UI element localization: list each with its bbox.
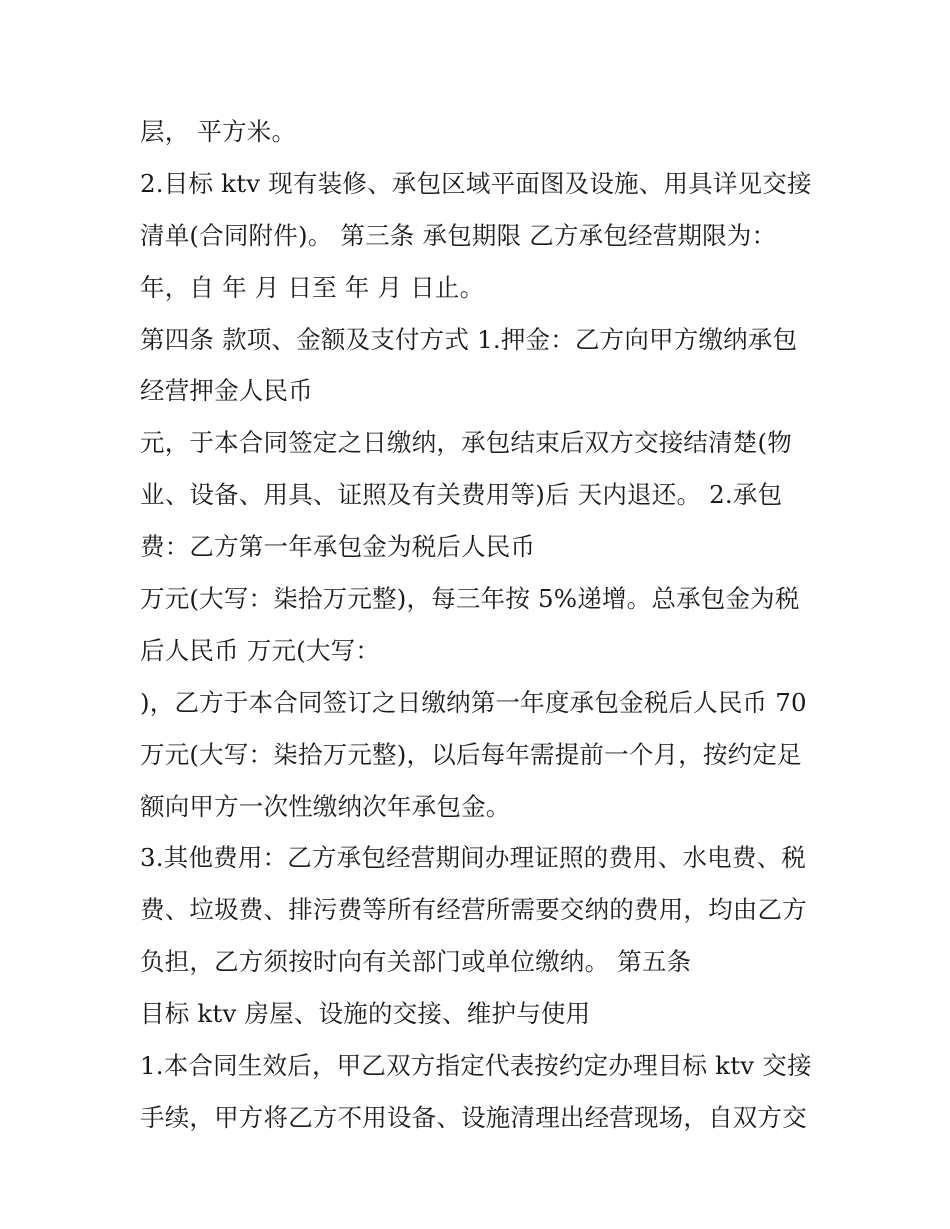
text-line: 元，于本合同签定之日缴纳，承包结束后双方交接结清楚(物 xyxy=(140,428,792,458)
text-line: 万元(大写：柒拾万元整)，以后每年需提前一个月，按约定足 xyxy=(140,739,802,769)
text-line: 层， 平方米。 xyxy=(140,117,297,146)
text-line: 费、垃圾费、排污费等所有经营所需要交纳的费用，均由乙方 xyxy=(140,895,807,925)
text-line: 第四条 款项、金额及支付方式 1.押金：乙方向甲方缴纳承包 xyxy=(140,324,798,354)
text-line: 负担，乙方须按时向有关部门或单位缴纳。 第五条 xyxy=(140,947,692,977)
text-line: 3.其他费用：乙方承包经营期间办理证照的费用、水电费、税 xyxy=(140,843,806,873)
text-line: 经营押金人民币 xyxy=(140,376,313,406)
text-line: 业、设备、用具、证照及有关费用等)后 天内退还。 2.承包 xyxy=(140,480,783,510)
text-line: 清单(合同附件)。 第三条 承包期限 乙方承包经营期限为： xyxy=(140,220,777,250)
text-line: 年，自 年 月 日至 年 月 日止。 xyxy=(140,272,485,302)
text-line: 万元(大写：柒拾万元整)，每三年按 5%递增。总承包金为税 xyxy=(140,584,800,614)
text-line: 后人民币 万元(大写： xyxy=(140,635,381,665)
text-line: )，乙方于本合同签订之日缴纳第一年度承包金税后人民币 70 xyxy=(140,687,807,717)
text-line: 手续，甲方将乙方不用设备、设施清理出经营现场，自双方交 xyxy=(140,1102,807,1132)
text-line: 目标 ktv 房屋、设施的交接、维护与使用 xyxy=(140,999,591,1029)
text-line: 2.目标 ktv 现有装修、承包区域平面图及设施、用具详见交接 xyxy=(140,168,812,198)
contract-body xyxy=(140,106,830,1144)
text-line: 费：乙方第一年承包金为税后人民币 xyxy=(140,532,536,562)
text-line: 额向甲方一次性缴纳次年承包金。 xyxy=(140,791,511,821)
text-line: 1.本合同生效后，甲乙双方指定代表按约定办理目标 ktv 交接 xyxy=(140,1051,812,1081)
